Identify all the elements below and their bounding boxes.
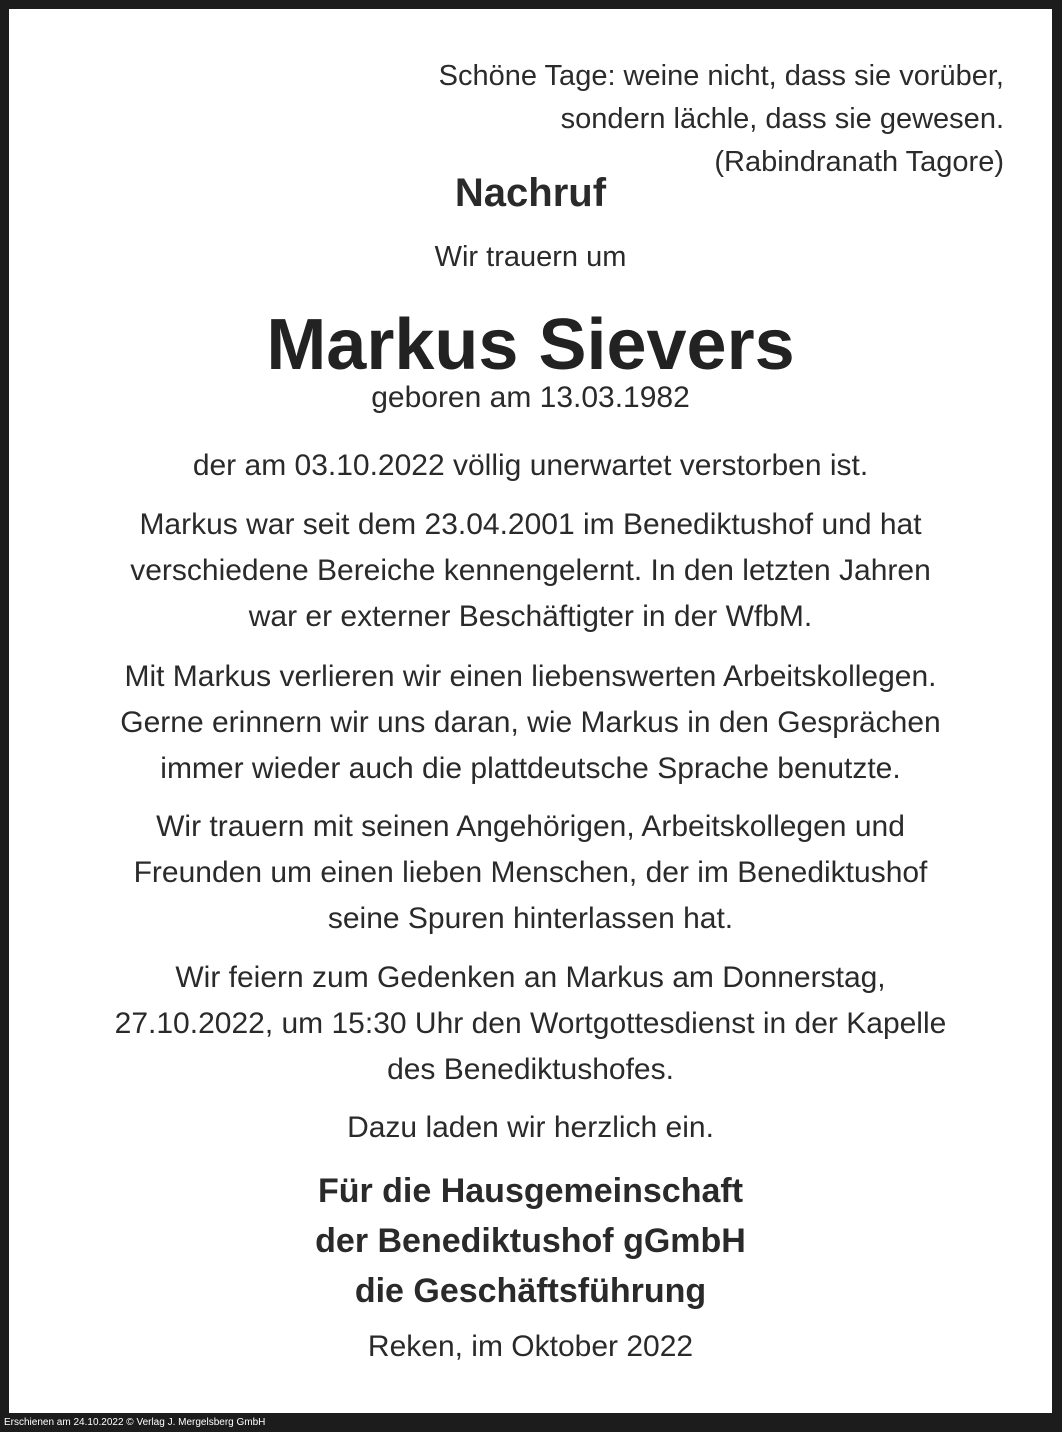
paragraph-line: verschiedene Bereiche kennengelernt. In den letzten Jahren (130, 554, 931, 587)
signature-line: der Benediktushof gGmbH (315, 1222, 746, 1260)
paragraph-line: 27.10.2022, um 15:30 Uhr den Wortgottesdienst in der Kapelle (114, 1007, 947, 1040)
paragraph-line: des Benediktushofes. (387, 1053, 674, 1086)
place-date: Reken, im Oktober 2022 (367, 1330, 694, 1363)
quote-attribution: (Rabindranath Tagore) (714, 146, 1004, 178)
paragraph-death (9, 443, 1052, 489)
obituary-page (9, 9, 1052, 1413)
paragraph-line: war er externer Beschäftigter in der WfbM. (248, 600, 813, 633)
obituary-heading: Nachruf (454, 171, 607, 215)
paragraph-career (9, 502, 1052, 640)
paragraph-line: Dazu laden wir herzlich ein. (347, 1111, 714, 1144)
paragraph-line: immer wieder auch die plattdeutsche Sprache benutzte. (160, 752, 901, 785)
paragraph-mourning (9, 804, 1052, 942)
paragraph-line: Wir trauern mit seinen Angehörigen, Arbeitskollegen und (156, 810, 905, 843)
paragraph-line: seine Spuren hinterlassen hat. (327, 902, 734, 935)
signature-line: die Geschäftsführung (354, 1272, 707, 1310)
paragraph-line: Mit Markus verlieren wir einen liebenswerten Arbeitskollegen. (124, 660, 937, 693)
paragraph-memory (9, 654, 1052, 792)
intro-text: Wir trauern um (434, 241, 627, 273)
quote-line: Schöne Tage: weine nicht, dass sie vorüber, (438, 60, 1004, 92)
paragraph-line: Gerne erinnern wir uns daran, wie Markus in den Gesprächen (120, 706, 941, 739)
quote-line: sondern lächle, dass sie gewesen. (560, 103, 1004, 135)
signature-line: Für die Hausgemeinschaft (317, 1172, 744, 1210)
publication-footer: Erschienen am 24.10.2022 © Verlag J. Mergelsberg GmbH (4, 1417, 266, 1428)
paragraph-line: Wir feiern zum Gedenken an Markus am Donnerstag, (175, 961, 886, 994)
signature-block (9, 1166, 1052, 1316)
deceased-name: Markus Sievers (266, 305, 795, 385)
paragraph-line: Markus war seit dem 23.04.2001 im Benediktushof und hat (139, 508, 922, 541)
paragraph-line: Freunden um einen lieben Menschen, der im Benediktushof (133, 856, 928, 889)
paragraph-service (9, 955, 1052, 1093)
paragraph-line: der am 03.10.2022 völlig unerwartet verstorben ist. (192, 449, 869, 482)
epigraph-quote (439, 55, 1004, 184)
paragraph-invitation (9, 1105, 1052, 1151)
birth-date: geboren am 13.03.1982 (371, 381, 690, 414)
